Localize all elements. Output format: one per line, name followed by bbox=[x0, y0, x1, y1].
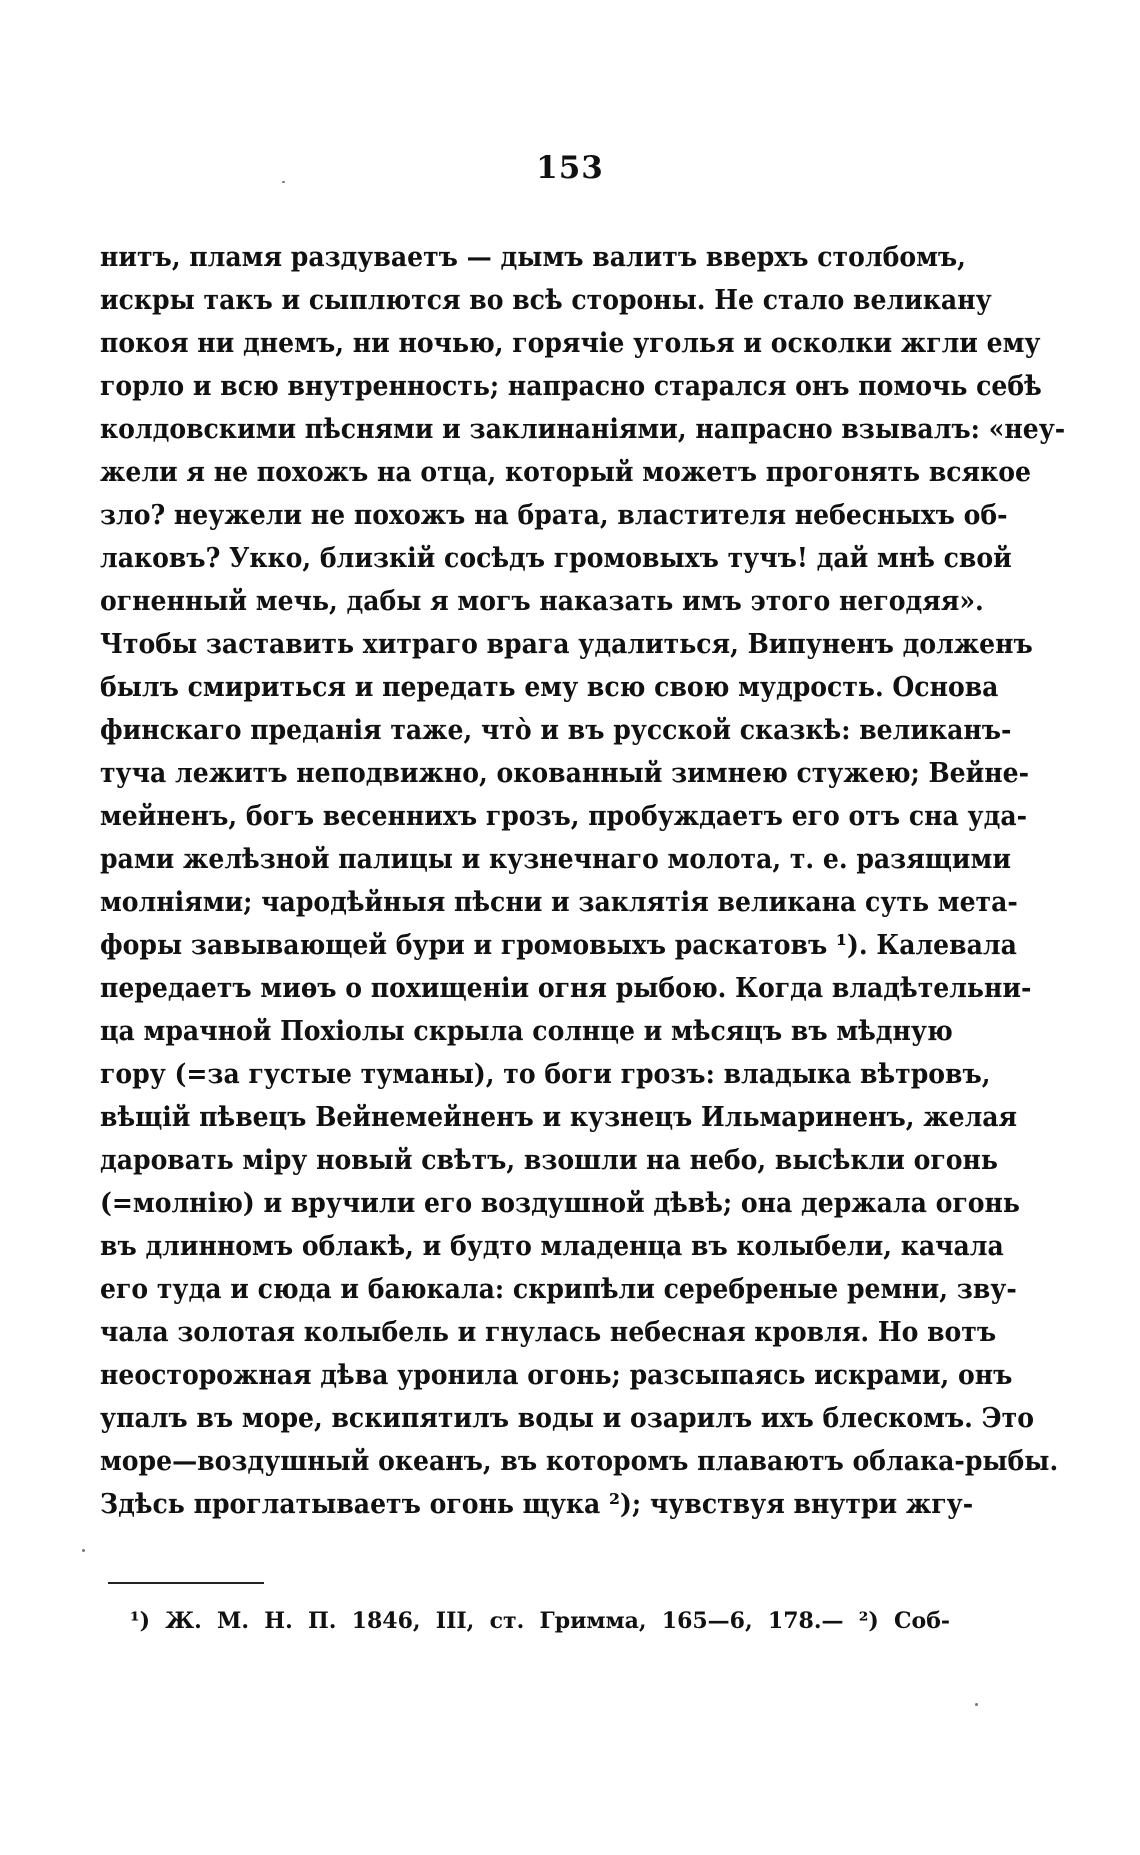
text-line: чала золотая колыбель и гнулась небесная кровля. Но вотъ bbox=[100, 1317, 997, 1348]
text-line: упалъ въ море, вскипятилъ воды и озарилъ ихъ блескомъ. Это bbox=[100, 1403, 1034, 1434]
footnote: ¹) Ж. М. Н. П. 1846, III, ст. Гримма, 165—6, 178.— ²) Соб- bbox=[130, 1608, 950, 1634]
text-line: финскаго преданія таже, что̀ и въ русской сказкѣ: великанъ- bbox=[100, 715, 1012, 746]
text-line: колдовскими пѣснями и заклинаніями, напрасно взывалъ: «неу- bbox=[100, 414, 1066, 445]
text-line: мейненъ, богъ весеннихъ грозъ, пробуждаетъ его отъ сна уда- bbox=[100, 801, 1028, 832]
text-line: форы завывающей бури и громовыхъ раскатовъ ¹). Калевала bbox=[100, 930, 1017, 961]
text-line: покоя ни днемъ, ни ночью, горячіе уголья и осколки жгли ему bbox=[100, 328, 1041, 359]
text-line: передаетъ миѳъ о похищеніи огня рыбою. Когда владѣтельни- bbox=[100, 973, 1032, 1004]
text-line: огненный мечь, дабы я могъ наказать имъ этого негодяя». bbox=[100, 586, 984, 617]
text-line: (=молнію) и вручили его воздушной дѣвѣ; она держала огонь bbox=[100, 1188, 1020, 1219]
text-line: гору (=за густые туманы), то боги грозъ: владыка вѣтровъ, bbox=[100, 1059, 991, 1090]
text-line: искры такъ и сыплются во всѣ стороны. Не стало великану bbox=[100, 285, 992, 316]
body-text bbox=[100, 236, 1066, 1526]
text-line: Здѣсь проглатываетъ огонь щука ²); чувствуя внутри жгу- bbox=[100, 1489, 974, 1520]
text-line: жели я не похожъ на отца, который можетъ прогонять всякое bbox=[100, 457, 1031, 488]
text-line: неосторожная дѣва уронила огонь; разсыпаясь искрами, онъ bbox=[100, 1360, 1013, 1391]
text-line: даровать міру новый свѣтъ, взошли на небо, высѣкли огонь bbox=[100, 1145, 998, 1176]
text-line: туча лежитъ неподвижно, окованный зимнею стужею; Вейне- bbox=[100, 758, 1030, 789]
text-line: лаковъ? Укко, близкій сосѣдъ громовыхъ тучъ! дай мнѣ свой bbox=[100, 543, 1012, 574]
page-number: 153 bbox=[536, 150, 604, 186]
text-line: въ длинномъ облакѣ, и будто младенца въ колыбели, качала bbox=[100, 1231, 1004, 1262]
text-line: рами желѣзной палицы и кузнечнаго молота, т. е. разящими bbox=[100, 844, 1011, 875]
text-line: Чтобы заставить хитраго врага удалиться, Випуненъ долженъ bbox=[100, 629, 1033, 660]
text-line: молніями; чародѣйныя пѣсни и заклятія великана суть мета- bbox=[100, 887, 1018, 918]
text-line: былъ смириться и передать ему всю свою мудрость. Основа bbox=[100, 672, 999, 703]
text-line: море—воздушный океанъ, въ которомъ плаваютъ облака-рыбы. bbox=[100, 1446, 1059, 1477]
scan-speck bbox=[82, 1549, 85, 1552]
text-line: горло и всю внутренность; напрасно старался онъ помочь себѣ bbox=[100, 371, 1042, 402]
text-line: нитъ, пламя раздуваетъ — дымъ валитъ вверхъ столбомъ, bbox=[100, 242, 966, 273]
scan-speck bbox=[975, 1703, 978, 1706]
text-line: вѣщій пѣвецъ Вейнемейненъ и кузнецъ Ильмариненъ, желая bbox=[100, 1102, 1018, 1133]
text-line: ца мрачной Похіолы скрыла солнце и мѣсяцъ въ мѣдную bbox=[100, 1016, 953, 1047]
scan-speck bbox=[282, 181, 285, 183]
text-line: зло? неужели не похожъ на брата, властителя небесныхъ об- bbox=[100, 500, 1008, 531]
text-line: его туда и сюда и баюкала: скрипѣли серебреные ремни, зву- bbox=[100, 1274, 1017, 1305]
footnote-divider bbox=[108, 1582, 264, 1584]
